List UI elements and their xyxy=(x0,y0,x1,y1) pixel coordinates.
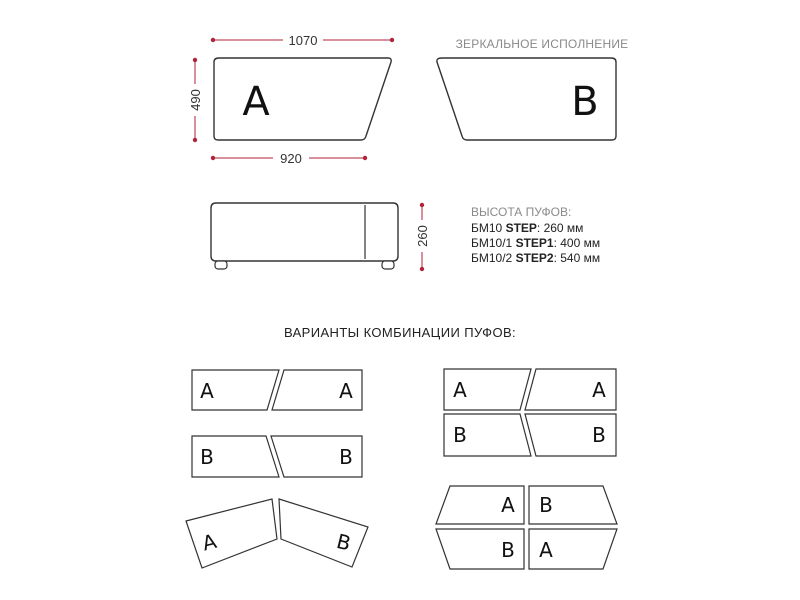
pouf-a-letter: A xyxy=(242,79,270,125)
variants-title: ВАРИАНТЫ КОМБИНАЦИИ ПУФОВ: xyxy=(283,325,517,340)
pouf-b-top-view xyxy=(437,58,616,140)
depth-label: 490 xyxy=(188,89,203,111)
heights-spec xyxy=(471,205,600,265)
dimension-depth xyxy=(187,58,203,142)
bottom-width-label: 920 xyxy=(280,151,302,166)
variant-ab-angled xyxy=(186,499,368,568)
variant-grid-top-right-letter: A xyxy=(592,378,606,402)
variant-aa-right-letter: A xyxy=(339,379,353,403)
heights-spec-line-1: БМ10/1 STEP1: 400 мм xyxy=(471,236,601,250)
pouf-side-view xyxy=(211,203,398,269)
variant-ab-angled-b-letter: B xyxy=(334,528,354,556)
left-foot xyxy=(215,261,227,269)
variant-grid-bottom-right-letter: B xyxy=(592,423,606,447)
mirror-caption: ЗЕРКАЛЬНОЕ ИСПОЛНЕНИЕ xyxy=(455,37,629,51)
variant-hex-top-right-letter: B xyxy=(539,493,553,517)
variant-bb-right-letter: B xyxy=(339,445,353,469)
variant-grid-bottom-left-letter: B xyxy=(453,423,467,447)
variant-bb-left-letter: B xyxy=(200,445,214,469)
variant-grid-2x2 xyxy=(444,369,616,456)
pouf-b-letter: B xyxy=(571,79,599,125)
dimension-top-width xyxy=(211,32,394,48)
variant-ab-angled-a-letter: A xyxy=(199,528,219,556)
pouf-a-top-view xyxy=(214,58,391,140)
variant-hex-bottom-left-letter: B xyxy=(501,538,515,562)
variant-bb-row xyxy=(192,436,362,477)
variant-aa-left-letter: A xyxy=(200,379,214,403)
height-label: 260 xyxy=(415,225,430,247)
variant-grid-top-left-letter: A xyxy=(453,378,467,402)
dimension-height xyxy=(414,203,430,271)
variant-hexagon xyxy=(436,486,617,569)
heights-spec-line-2: БМ10/2 STEP2: 540 мм xyxy=(471,251,601,265)
dimension-bottom-width xyxy=(211,150,367,166)
right-foot xyxy=(382,261,394,269)
variant-aa-row xyxy=(192,370,362,410)
top-width-label: 1070 xyxy=(288,33,318,48)
variant-hex-bottom-right-letter: A xyxy=(539,538,553,562)
heights-spec-title: ВЫСОТА ПУФОВ: xyxy=(471,205,572,219)
variant-hex-top-left-letter: A xyxy=(501,493,515,517)
heights-spec-line-0: БМ10 STEP: 260 мм xyxy=(471,221,584,235)
